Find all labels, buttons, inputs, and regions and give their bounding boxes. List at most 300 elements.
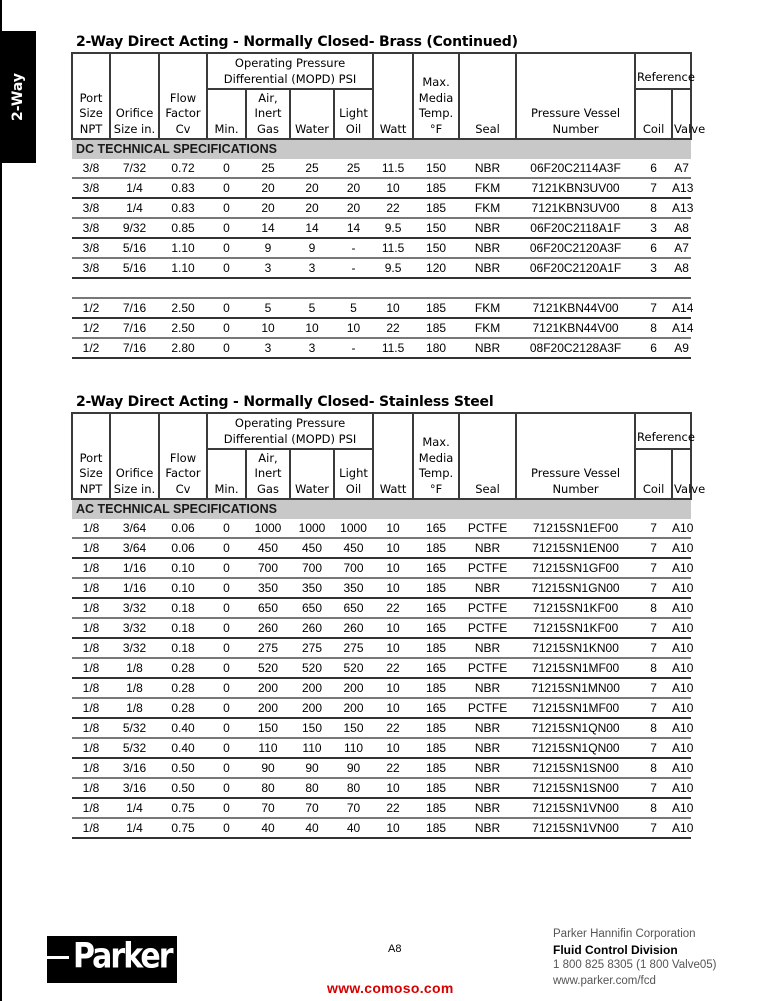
cell-max-temp: 165 bbox=[413, 698, 459, 718]
cell-orifice-size: 7/32 bbox=[110, 159, 159, 178]
cell-watt: 22 bbox=[373, 798, 413, 818]
cell-water: 350 bbox=[290, 578, 334, 598]
cell-watt: 10 bbox=[373, 698, 413, 718]
cell-port-size: 1/8 bbox=[72, 618, 110, 638]
website-link[interactable]: www.parker.com/fcd bbox=[553, 974, 656, 987]
cell-coil: 7 bbox=[635, 678, 672, 698]
cell-air-inert-gas: 25 bbox=[246, 159, 290, 178]
cell-port-size: 3/8 bbox=[72, 178, 110, 198]
cell-air-inert-gas: 10 bbox=[246, 318, 290, 338]
cell-valve: A10 bbox=[672, 678, 691, 698]
col-group-mopd: Operating Pressure Differential (MOPD) PSI bbox=[207, 53, 373, 89]
cell-coil: 8 bbox=[635, 658, 672, 678]
cell-light-oil: 20 bbox=[334, 178, 373, 198]
col-port-size: Port Size NPT bbox=[72, 53, 110, 139]
cell-port-size: 1/8 bbox=[72, 778, 110, 798]
table-row bbox=[72, 598, 691, 618]
cell-water: 1000 bbox=[290, 519, 334, 538]
cell-min: 0 bbox=[207, 658, 246, 678]
cell-valve: A8 bbox=[672, 218, 691, 238]
cell-air-inert-gas: 650 bbox=[246, 598, 290, 618]
col-air-inert-gas: Air, Inert Gas bbox=[246, 89, 290, 139]
cell-flow-factor: 0.40 bbox=[159, 738, 207, 758]
cell-watt: 22 bbox=[373, 758, 413, 778]
cell-max-temp: 180 bbox=[413, 338, 459, 358]
cell-pressure-vessel-number: 71215SN1KF00 bbox=[516, 618, 635, 638]
col-pressure-vessel-number: Pressure Vessel Number bbox=[516, 53, 635, 139]
cell-orifice-size: 5/16 bbox=[110, 238, 159, 258]
table-row bbox=[72, 318, 691, 338]
cell-min: 0 bbox=[207, 198, 246, 218]
cell-max-temp: 165 bbox=[413, 658, 459, 678]
cell-light-oil: 275 bbox=[334, 638, 373, 658]
cell-light-oil: - bbox=[334, 338, 373, 358]
cell-watt: 11.5 bbox=[373, 159, 413, 178]
cell-light-oil: 110 bbox=[334, 738, 373, 758]
table-row bbox=[72, 698, 691, 718]
cell-port-size: 1/8 bbox=[72, 818, 110, 838]
cell-seal: PCTFE bbox=[459, 698, 516, 718]
cell-valve: A10 bbox=[672, 598, 691, 618]
cell-orifice-size: 3/32 bbox=[110, 618, 159, 638]
company-info bbox=[553, 927, 716, 989]
col-orifice-size: Orifice Size in. bbox=[110, 413, 159, 499]
table-body-stainless bbox=[72, 499, 694, 838]
cell-light-oil: 150 bbox=[334, 718, 373, 738]
col-valve: Valve bbox=[672, 89, 691, 139]
cell-flow-factor: 0.75 bbox=[159, 818, 207, 838]
cell-coil: 3 bbox=[635, 258, 672, 278]
section-label-dc: DC TECHNICAL SPECIFICATIONS bbox=[72, 139, 691, 159]
cell-air-inert-gas: 3 bbox=[246, 338, 290, 358]
cell-valve: A10 bbox=[672, 618, 691, 638]
cell-pressure-vessel-number: 7121KBN3UV00 bbox=[516, 198, 635, 218]
cell-min: 0 bbox=[207, 598, 246, 618]
cell-port-size: 1/8 bbox=[72, 758, 110, 778]
cell-watt: 9.5 bbox=[373, 258, 413, 278]
cell-max-temp: 185 bbox=[413, 778, 459, 798]
cell-watt: 22 bbox=[373, 318, 413, 338]
cell-coil: 7 bbox=[635, 638, 672, 658]
parker-logo bbox=[47, 936, 177, 983]
cell-flow-factor: 0.83 bbox=[159, 178, 207, 198]
cell-min: 0 bbox=[207, 698, 246, 718]
cell-pressure-vessel-number: 06F20C2118A1F bbox=[516, 218, 635, 238]
cell-pressure-vessel-number: 71215SN1SN00 bbox=[516, 778, 635, 798]
cell-water: 650 bbox=[290, 598, 334, 618]
cell-watt: 10 bbox=[373, 178, 413, 198]
cell-coil: 6 bbox=[635, 159, 672, 178]
cell-orifice-size: 3/64 bbox=[110, 538, 159, 558]
cell-min: 0 bbox=[207, 638, 246, 658]
cell-orifice-size: 5/32 bbox=[110, 738, 159, 758]
cell-water: 14 bbox=[290, 218, 334, 238]
cell-pressure-vessel-number: 71215SN1SN00 bbox=[516, 758, 635, 778]
col-flow-factor: Flow Factor Cv bbox=[159, 413, 207, 499]
cell-port-size: 3/8 bbox=[72, 258, 110, 278]
cell-valve: A10 bbox=[672, 638, 691, 658]
cell-water: 200 bbox=[290, 698, 334, 718]
cell-max-temp: 185 bbox=[413, 198, 459, 218]
cell-air-inert-gas: 350 bbox=[246, 578, 290, 598]
cell-orifice-size: 3/32 bbox=[110, 638, 159, 658]
table-row bbox=[72, 818, 691, 838]
cell-max-temp: 165 bbox=[413, 598, 459, 618]
cell-coil: 7 bbox=[635, 778, 672, 798]
cell-pressure-vessel-number: 71215SN1EN00 bbox=[516, 538, 635, 558]
cell-port-size: 1/8 bbox=[72, 578, 110, 598]
cell-min: 0 bbox=[207, 159, 246, 178]
cell-seal: NBR bbox=[459, 538, 516, 558]
cell-min: 0 bbox=[207, 618, 246, 638]
cell-port-size: 3/8 bbox=[72, 238, 110, 258]
cell-water: 520 bbox=[290, 658, 334, 678]
col-air-inert-gas: Air, Inert Gas bbox=[246, 449, 290, 499]
cell-air-inert-gas: 20 bbox=[246, 198, 290, 218]
cell-seal: NBR bbox=[459, 238, 516, 258]
col-pressure-vessel-number: Pressure Vessel Number bbox=[516, 413, 635, 499]
cell-flow-factor: 0.10 bbox=[159, 578, 207, 598]
cell-orifice-size: 3/64 bbox=[110, 519, 159, 538]
cell-light-oil: 5 bbox=[334, 298, 373, 318]
cell-pressure-vessel-number: 71215SN1VN00 bbox=[516, 798, 635, 818]
cell-max-temp: 185 bbox=[413, 718, 459, 738]
cell-pressure-vessel-number: 71215SN1KF00 bbox=[516, 598, 635, 618]
cell-coil: 7 bbox=[635, 298, 672, 318]
cell-coil: 7 bbox=[635, 178, 672, 198]
cell-coil: 8 bbox=[635, 598, 672, 618]
cell-valve: A10 bbox=[672, 519, 691, 538]
cell-valve: A10 bbox=[672, 558, 691, 578]
spacer-cell bbox=[72, 278, 691, 298]
cell-max-temp: 185 bbox=[413, 298, 459, 318]
cell-port-size: 1/8 bbox=[72, 519, 110, 538]
cell-min: 0 bbox=[207, 318, 246, 338]
table-row bbox=[72, 338, 691, 358]
cell-light-oil: 70 bbox=[334, 798, 373, 818]
cell-air-inert-gas: 275 bbox=[246, 638, 290, 658]
cell-orifice-size: 1/8 bbox=[110, 678, 159, 698]
phone-number: 1 800 825 8305 (1 800 Valve05) bbox=[553, 959, 717, 971]
cell-light-oil: 700 bbox=[334, 558, 373, 578]
cell-orifice-size: 7/16 bbox=[110, 338, 159, 358]
cell-flow-factor: 0.06 bbox=[159, 519, 207, 538]
table-title-stainless: 2-Way Direct Acting - Normally Closed- Stainless Steel bbox=[76, 394, 494, 410]
cell-valve: A7 bbox=[672, 238, 691, 258]
cell-water: 260 bbox=[290, 618, 334, 638]
cell-pressure-vessel-number: 7121KBN44V00 bbox=[516, 318, 635, 338]
cell-pressure-vessel-number: 08F20C2128A3F bbox=[516, 338, 635, 358]
col-group-reference: Reference bbox=[635, 413, 691, 449]
cell-valve: A10 bbox=[672, 698, 691, 718]
logo-text: Parker bbox=[73, 936, 172, 977]
cell-seal: NBR bbox=[459, 758, 516, 778]
col-group-reference: Reference bbox=[635, 53, 691, 89]
cell-light-oil: 14 bbox=[334, 218, 373, 238]
cell-port-size: 1/2 bbox=[72, 338, 110, 358]
cell-seal: PCTFE bbox=[459, 618, 516, 638]
cell-coil: 7 bbox=[635, 578, 672, 598]
cell-valve: A10 bbox=[672, 798, 691, 818]
cell-valve: A7 bbox=[672, 159, 691, 178]
cell-air-inert-gas: 5 bbox=[246, 298, 290, 318]
side-tab bbox=[0, 31, 36, 163]
cell-watt: 10 bbox=[373, 558, 413, 578]
cell-pressure-vessel-number: 71215SN1GF00 bbox=[516, 558, 635, 578]
cell-flow-factor: 2.50 bbox=[159, 318, 207, 338]
cell-min: 0 bbox=[207, 519, 246, 538]
cell-light-oil: 260 bbox=[334, 618, 373, 638]
cell-light-oil: 350 bbox=[334, 578, 373, 598]
cell-light-oil: 450 bbox=[334, 538, 373, 558]
cell-pressure-vessel-number: 71215SN1MF00 bbox=[516, 698, 635, 718]
cell-valve: A10 bbox=[672, 738, 691, 758]
cell-max-temp: 185 bbox=[413, 578, 459, 598]
cell-port-size: 1/2 bbox=[72, 298, 110, 318]
cell-seal: PCTFE bbox=[459, 558, 516, 578]
cell-orifice-size: 1/8 bbox=[110, 658, 159, 678]
cell-seal: NBR bbox=[459, 258, 516, 278]
cell-air-inert-gas: 14 bbox=[246, 218, 290, 238]
col-max-temp: Max. Media Temp. °F bbox=[413, 413, 459, 499]
cell-air-inert-gas: 520 bbox=[246, 658, 290, 678]
cell-orifice-size: 7/16 bbox=[110, 298, 159, 318]
cell-flow-factor: 0.50 bbox=[159, 758, 207, 778]
cell-air-inert-gas: 700 bbox=[246, 558, 290, 578]
cell-port-size: 1/8 bbox=[72, 718, 110, 738]
table-row bbox=[72, 658, 691, 678]
cell-min: 0 bbox=[207, 258, 246, 278]
cell-flow-factor: 0.28 bbox=[159, 698, 207, 718]
table-row bbox=[72, 618, 691, 638]
cell-valve: A10 bbox=[672, 758, 691, 778]
cell-coil: 7 bbox=[635, 698, 672, 718]
cell-flow-factor: 0.18 bbox=[159, 598, 207, 618]
cell-min: 0 bbox=[207, 338, 246, 358]
cell-seal: FKM bbox=[459, 298, 516, 318]
col-water: Water bbox=[290, 89, 334, 139]
cell-water: 150 bbox=[290, 718, 334, 738]
watermark-link[interactable]: www.comoso.com bbox=[327, 980, 454, 996]
cell-watt: 9.5 bbox=[373, 218, 413, 238]
cell-port-size: 1/8 bbox=[72, 558, 110, 578]
cell-valve: A14 bbox=[672, 318, 691, 338]
section-label-ac: AC TECHNICAL SPECIFICATIONS bbox=[72, 499, 691, 519]
table-row bbox=[72, 578, 691, 598]
cell-min: 0 bbox=[207, 718, 246, 738]
cell-air-inert-gas: 110 bbox=[246, 738, 290, 758]
cell-min: 0 bbox=[207, 578, 246, 598]
cell-pressure-vessel-number: 71215SN1MF00 bbox=[516, 658, 635, 678]
cell-max-temp: 185 bbox=[413, 638, 459, 658]
cell-coil: 7 bbox=[635, 558, 672, 578]
cell-orifice-size: 3/16 bbox=[110, 778, 159, 798]
col-min: Min. bbox=[207, 449, 246, 499]
cell-light-oil: 25 bbox=[334, 159, 373, 178]
cell-watt: 22 bbox=[373, 198, 413, 218]
cell-port-size: 3/8 bbox=[72, 198, 110, 218]
cell-max-temp: 150 bbox=[413, 238, 459, 258]
cell-water: 3 bbox=[290, 338, 334, 358]
cell-seal: NBR bbox=[459, 578, 516, 598]
cell-pressure-vessel-number: 06F20C2114A3F bbox=[516, 159, 635, 178]
cell-valve: A10 bbox=[672, 658, 691, 678]
cell-orifice-size: 5/16 bbox=[110, 258, 159, 278]
cell-coil: 8 bbox=[635, 798, 672, 818]
cell-flow-factor: 2.80 bbox=[159, 338, 207, 358]
table-row bbox=[72, 298, 691, 318]
cell-coil: 7 bbox=[635, 818, 672, 838]
cell-seal: NBR bbox=[459, 218, 516, 238]
cell-water: 25 bbox=[290, 159, 334, 178]
cell-min: 0 bbox=[207, 678, 246, 698]
cell-pressure-vessel-number: 71215SN1EF00 bbox=[516, 519, 635, 538]
cell-watt: 22 bbox=[373, 598, 413, 618]
cell-seal: NBR bbox=[459, 638, 516, 658]
cell-flow-factor: 0.28 bbox=[159, 658, 207, 678]
cell-water: 90 bbox=[290, 758, 334, 778]
cell-flow-factor: 0.72 bbox=[159, 159, 207, 178]
cell-valve: A14 bbox=[672, 298, 691, 318]
cell-orifice-size: 1/4 bbox=[110, 198, 159, 218]
cell-air-inert-gas: 80 bbox=[246, 778, 290, 798]
table-row bbox=[72, 258, 691, 278]
cell-orifice-size: 9/32 bbox=[110, 218, 159, 238]
cell-light-oil: 1000 bbox=[334, 519, 373, 538]
col-coil: Coil bbox=[635, 449, 672, 499]
cell-pressure-vessel-number: 71215SN1QN00 bbox=[516, 718, 635, 738]
cell-air-inert-gas: 150 bbox=[246, 718, 290, 738]
cell-coil: 6 bbox=[635, 238, 672, 258]
cell-light-oil: 20 bbox=[334, 198, 373, 218]
cell-flow-factor: 1.10 bbox=[159, 258, 207, 278]
cell-air-inert-gas: 9 bbox=[246, 238, 290, 258]
cell-max-temp: 165 bbox=[413, 519, 459, 538]
col-water: Water bbox=[290, 449, 334, 499]
table-body-brass bbox=[72, 139, 694, 358]
cell-pressure-vessel-number: 71215SN1VN00 bbox=[516, 818, 635, 838]
col-orifice-size: Orifice Size in. bbox=[110, 53, 159, 139]
table-row bbox=[72, 718, 691, 738]
cell-orifice-size: 1/8 bbox=[110, 698, 159, 718]
cell-watt: 11.5 bbox=[373, 238, 413, 258]
cell-min: 0 bbox=[207, 558, 246, 578]
cell-max-temp: 185 bbox=[413, 738, 459, 758]
table-title-brass: 2-Way Direct Acting - Normally Closed- Brass (Continued) bbox=[76, 34, 518, 50]
table-row bbox=[72, 159, 691, 178]
cell-water: 70 bbox=[290, 798, 334, 818]
cell-seal: NBR bbox=[459, 159, 516, 178]
cell-orifice-size: 1/4 bbox=[110, 798, 159, 818]
col-seal: Seal bbox=[459, 53, 516, 139]
cell-pressure-vessel-number: 06F20C2120A3F bbox=[516, 238, 635, 258]
table-row bbox=[72, 758, 691, 778]
cell-min: 0 bbox=[207, 738, 246, 758]
cell-water: 80 bbox=[290, 778, 334, 798]
cell-watt: 22 bbox=[373, 658, 413, 678]
cell-flow-factor: 0.06 bbox=[159, 538, 207, 558]
cell-watt: 10 bbox=[373, 678, 413, 698]
cell-valve: A10 bbox=[672, 538, 691, 558]
col-min: Min. bbox=[207, 89, 246, 139]
cell-seal: PCTFE bbox=[459, 598, 516, 618]
cell-port-size: 1/8 bbox=[72, 798, 110, 818]
cell-air-inert-gas: 200 bbox=[246, 698, 290, 718]
spec-table-brass bbox=[71, 52, 706, 359]
company-name: Parker Hannifin Corporation bbox=[553, 928, 696, 940]
cell-pressure-vessel-number: 7121KBN3UV00 bbox=[516, 178, 635, 198]
col-group-mopd: Operating Pressure Differential (MOPD) PSI bbox=[207, 413, 373, 449]
cell-water: 20 bbox=[290, 178, 334, 198]
col-coil: Coil bbox=[635, 89, 672, 139]
cell-coil: 8 bbox=[635, 198, 672, 218]
cell-seal: NBR bbox=[459, 338, 516, 358]
cell-coil: 7 bbox=[635, 618, 672, 638]
logo-bar bbox=[45, 956, 69, 959]
cell-orifice-size: 7/16 bbox=[110, 318, 159, 338]
cell-coil: 8 bbox=[635, 318, 672, 338]
cell-port-size: 3/8 bbox=[72, 218, 110, 238]
cell-air-inert-gas: 1000 bbox=[246, 519, 290, 538]
cell-orifice-size: 1/16 bbox=[110, 578, 159, 598]
cell-max-temp: 185 bbox=[413, 318, 459, 338]
cell-valve: A10 bbox=[672, 818, 691, 838]
table-row bbox=[72, 738, 691, 758]
cell-seal: FKM bbox=[459, 178, 516, 198]
cell-port-size: 1/8 bbox=[72, 538, 110, 558]
col-light-oil: Light Oil bbox=[334, 89, 373, 139]
col-valve: Valve bbox=[672, 449, 691, 499]
cell-valve: A13 bbox=[672, 178, 691, 198]
cell-light-oil: 40 bbox=[334, 818, 373, 838]
cell-min: 0 bbox=[207, 778, 246, 798]
cell-pressure-vessel-number: 71215SN1KN00 bbox=[516, 638, 635, 658]
cell-min: 0 bbox=[207, 218, 246, 238]
cell-air-inert-gas: 20 bbox=[246, 178, 290, 198]
cell-seal: NBR bbox=[459, 778, 516, 798]
cell-valve: A8 bbox=[672, 258, 691, 278]
cell-port-size: 1/8 bbox=[72, 698, 110, 718]
col-flow-factor: Flow Factor Cv bbox=[159, 53, 207, 139]
cell-air-inert-gas: 260 bbox=[246, 618, 290, 638]
cell-watt: 10 bbox=[373, 778, 413, 798]
cell-min: 0 bbox=[207, 238, 246, 258]
cell-light-oil: 90 bbox=[334, 758, 373, 778]
cell-watt: 10 bbox=[373, 638, 413, 658]
cell-watt: 10 bbox=[373, 818, 413, 838]
cell-flow-factor: 2.50 bbox=[159, 298, 207, 318]
cell-max-temp: 185 bbox=[413, 818, 459, 838]
cell-port-size: 1/8 bbox=[72, 678, 110, 698]
col-max-temp: Max. Media Temp. °F bbox=[413, 53, 459, 139]
cell-flow-factor: 0.40 bbox=[159, 718, 207, 738]
cell-watt: 10 bbox=[373, 519, 413, 538]
cell-orifice-size: 3/32 bbox=[110, 598, 159, 618]
table-row bbox=[72, 638, 691, 658]
table-row bbox=[72, 198, 691, 218]
cell-min: 0 bbox=[207, 178, 246, 198]
cell-flow-factor: 0.85 bbox=[159, 218, 207, 238]
cell-max-temp: 165 bbox=[413, 618, 459, 638]
cell-watt: 11.5 bbox=[373, 338, 413, 358]
cell-seal: FKM bbox=[459, 198, 516, 218]
division-name: Fluid Control Division bbox=[553, 942, 678, 957]
cell-pressure-vessel-number: 7121KBN44V00 bbox=[516, 298, 635, 318]
cell-seal: FKM bbox=[459, 318, 516, 338]
cell-pressure-vessel-number: 71215SN1QN00 bbox=[516, 738, 635, 758]
cell-flow-factor: 0.75 bbox=[159, 798, 207, 818]
table-row bbox=[72, 218, 691, 238]
